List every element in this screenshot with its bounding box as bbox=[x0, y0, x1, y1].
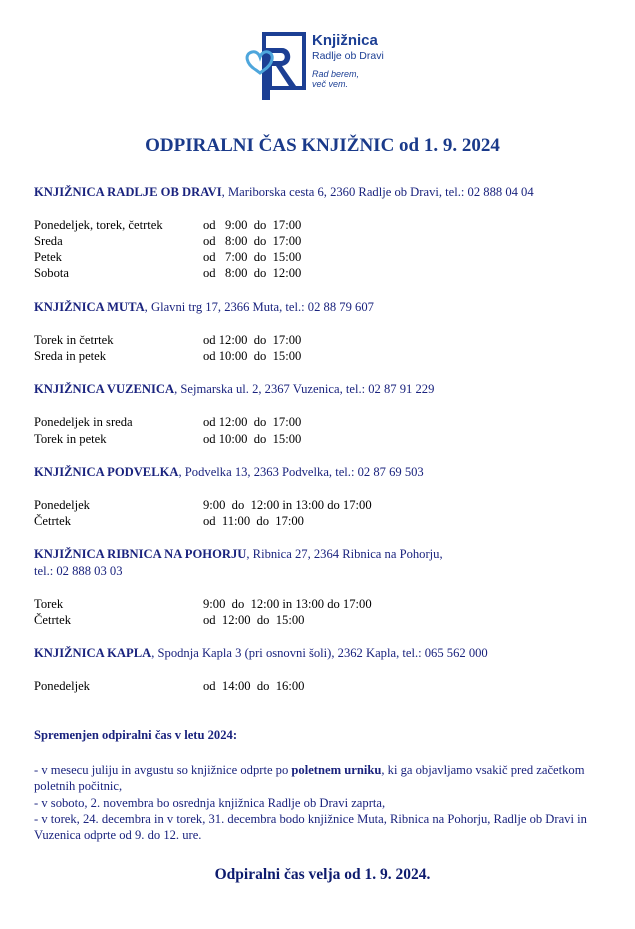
hours-day: Torek in četrtek bbox=[34, 333, 114, 347]
notes-heading: Spremenjen odpiralni čas v letu 2024: bbox=[34, 728, 238, 742]
hours-day: Torek bbox=[34, 597, 64, 611]
hours-day: Četrtek bbox=[34, 514, 72, 528]
library-heading-podvelka bbox=[34, 465, 424, 480]
hours-time: od 9:00 do 17:00 bbox=[203, 218, 302, 232]
logo-name: Knjižnica bbox=[312, 32, 378, 49]
library-heading-radlje bbox=[34, 185, 534, 200]
library-name: KNJIŽNICA KAPLA bbox=[34, 646, 152, 660]
logo-slogan-line-2: več vem. bbox=[312, 79, 349, 89]
library-name: KNJIŽNICA VUZENICA bbox=[34, 382, 175, 396]
note-december-hours: - v torek, 24. decembra in v torek, 31. decembra bodo knjižnice Muta, Ribnica na Pohorju, Radlje ob Dravi in Vuzenica odprte od 9. do 12. ure. bbox=[34, 812, 587, 843]
hours-day: Sreda bbox=[34, 234, 63, 248]
logo-subtitle: Radlje ob Dravi bbox=[312, 50, 384, 62]
hours-day: Ponedeljek, torek, četrtek bbox=[34, 218, 163, 232]
library-name: KNJIŽNICA MUTA bbox=[34, 300, 145, 314]
library-address: , Glavni trg 17, 2366 Muta, tel.: 02 88 79 607 bbox=[144, 300, 374, 314]
hours-day: Ponedeljek bbox=[34, 679, 90, 693]
hours-day: Sobota bbox=[34, 266, 69, 280]
hours-time: od 8:00 do 12:00 bbox=[203, 266, 302, 280]
note-november-closure: - v soboto, 2. novembra bo osrednja knjižnica Radlje ob Dravi zaprta, bbox=[34, 796, 386, 810]
hours-time: 9:00 do 12:00 in 13:00 do 17:00 bbox=[203, 597, 372, 611]
hours-day: Ponedeljek in sreda bbox=[34, 415, 133, 429]
hours-time: od 7:00 do 15:00 bbox=[203, 250, 302, 264]
hours-time: od 10:00 do 15:00 bbox=[203, 349, 302, 363]
book-heart-logo-icon bbox=[242, 28, 312, 104]
library-address: , Ribnica 27, 2364 Ribnica na Pohorju, bbox=[246, 547, 443, 561]
note-emphasis: poletnem urniku bbox=[291, 763, 382, 777]
hours-time: od 12:00 do 17:00 bbox=[203, 333, 302, 347]
library-heading-kapla bbox=[34, 646, 488, 661]
hours-time: od 12:00 do 17:00 bbox=[203, 415, 302, 429]
logo-slogan-line-1: Rad berem, bbox=[312, 69, 360, 79]
hours-time: od 8:00 do 17:00 bbox=[203, 234, 302, 248]
hours-time: od 12:00 do 15:00 bbox=[203, 613, 305, 627]
validity-footer: Odpiralni čas velja od 1. 9. 2024. bbox=[214, 866, 431, 883]
hours-time: od 11:00 do 17:00 bbox=[203, 514, 304, 528]
hours-day: Sreda in petek bbox=[34, 349, 107, 363]
library-name: KNJIŽNICA PODVELKA bbox=[34, 465, 179, 479]
hours-time: od 10:00 do 15:00 bbox=[203, 432, 302, 446]
hours-time: 9:00 do 12:00 in 13:00 do 17:00 bbox=[203, 498, 372, 512]
logo-slogan bbox=[312, 69, 359, 89]
note-text: - v mesecu juliju in avgustu so knjižnice odprte po bbox=[34, 763, 292, 777]
hours-day: Četrtek bbox=[34, 613, 72, 627]
library-heading-muta bbox=[34, 300, 374, 315]
hours-day: Petek bbox=[34, 250, 62, 264]
library-address-line2: tel.: 02 888 03 03 bbox=[34, 564, 123, 578]
library-address: , Podvelka 13, 2363 Podvelka, tel.: 02 87 69 503 bbox=[178, 465, 424, 479]
library-heading-ribnica bbox=[34, 547, 443, 562]
note-summer-schedule bbox=[34, 762, 609, 795]
hours-day: Ponedeljek bbox=[34, 498, 90, 512]
page-title: ODPIRALNI ČAS KNJIŽNIC od 1. 9. 2024 bbox=[145, 135, 500, 156]
note-text: , ki ga objavljamo vsakič pred začetkom poletnih počitnic, bbox=[34, 763, 585, 794]
library-name: KNJIŽNICA RIBNICA NA POHORJU bbox=[34, 547, 247, 561]
hours-day: Torek in petek bbox=[34, 432, 107, 446]
library-logo bbox=[242, 28, 402, 104]
library-name: KNJIŽNICA RADLJE OB DRAVI bbox=[34, 185, 222, 199]
library-address: , Spodnja Kapla 3 (pri osnovni šoli), 2362 Kapla, tel.: 065 562 000 bbox=[151, 646, 488, 660]
library-heading-vuzenica bbox=[34, 382, 434, 397]
library-address: , Sejmarska ul. 2, 2367 Vuzenica, tel.: 02 87 91 229 bbox=[174, 382, 435, 396]
hours-time: od 14:00 do 16:00 bbox=[203, 679, 305, 693]
library-address: , Mariborska cesta 6, 2360 Radlje ob Dravi, tel.: 02 888 04 04 bbox=[221, 185, 534, 199]
